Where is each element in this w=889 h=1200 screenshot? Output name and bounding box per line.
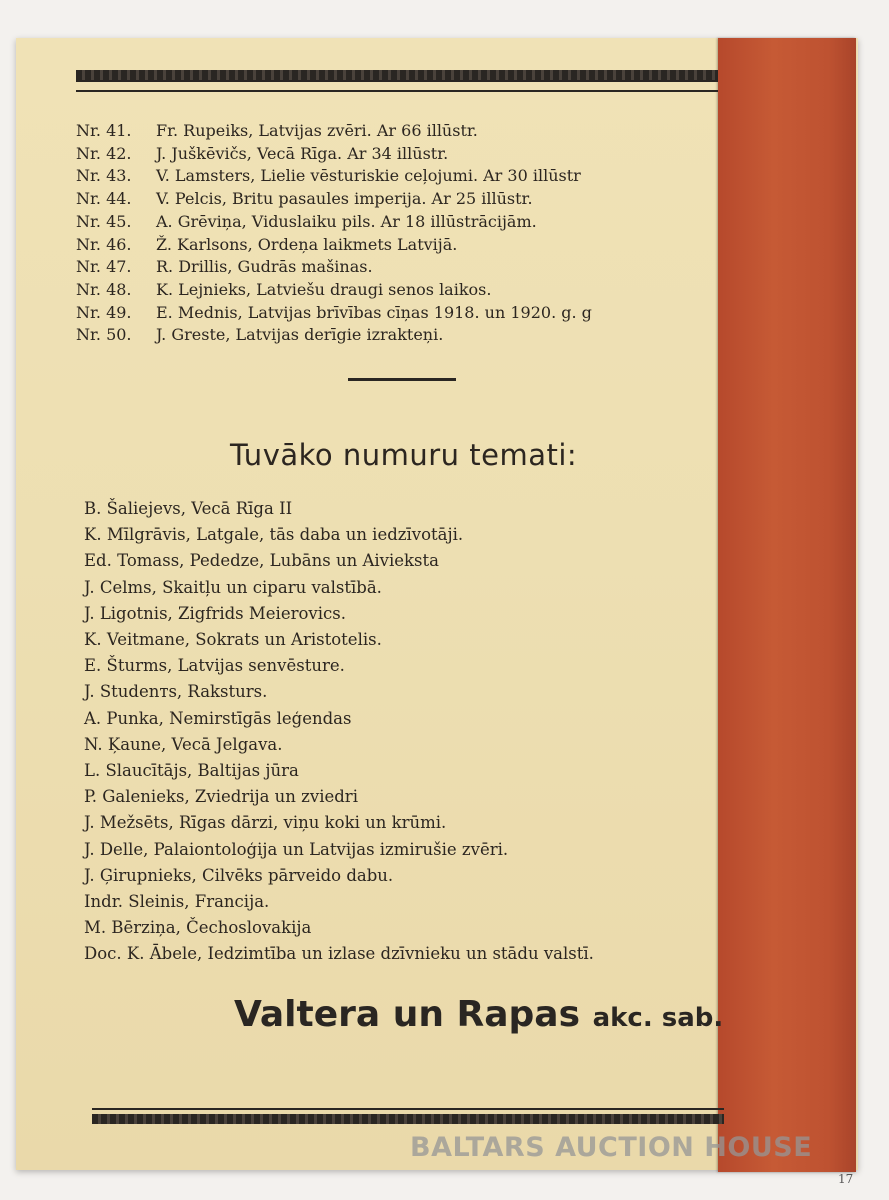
series-item: Nr. 45. A. Grēviņa, Viduslaiku pils. Ar 18 illūstrācijām. <box>76 211 537 231</box>
upcoming-item: J. Delle, Palaiontoloģija un Latvijas izmirušie zvēri. <box>84 839 509 859</box>
upcoming-item: P. Galenieks, Zviedrija un zviedri <box>84 787 358 807</box>
series-item: Nr. 47. R. Drillis, Gudrās mašinas. <box>76 257 373 277</box>
series-list <box>76 120 736 347</box>
series-item: Nr. 42. J. Juškēvičs, Vecā Rīga. Ar 34 illūstr. <box>76 143 449 163</box>
upcoming-item: E. Šturms, Latvijas senvēsture. <box>84 656 345 676</box>
ornamental-rule-top <box>76 70 718 82</box>
spine-mark: 17 <box>838 1172 854 1186</box>
upcoming-item: K. Mīlgrāvis, Latgale, tās daba un iedzīvotāji. <box>84 525 464 545</box>
series-item: Nr. 48. K. Lejnieks, Latviešu draugi senos laikos. <box>76 279 492 299</box>
series-item: Nr. 46. Ž. Karlsons, Ordeņa laikmets Latvijā. <box>76 234 458 254</box>
upcoming-item: A. Punka, Nemirstīgās leģendas <box>84 708 352 728</box>
section-divider <box>348 378 456 381</box>
upcoming-item: L. Slaucītājs, Baltijas jūra <box>84 761 299 781</box>
book-spine <box>718 38 856 1172</box>
upcoming-item: K. Veitmane, Sokrats un Aristotelis. <box>84 630 382 650</box>
upcoming-item: N. Ķaune, Vecā Jelgava. <box>84 734 283 754</box>
series-item: Nr. 41. Fr. Rupeiks, Latvijas zvēri. Ar 66 illūstr. <box>76 121 478 140</box>
rule-top-thin <box>76 90 718 92</box>
ornamental-rule-bottom <box>92 1114 724 1124</box>
upcoming-heading: Tuvāko numuru temati: <box>230 438 578 472</box>
publisher-suffix: akc. sab. <box>592 1003 724 1033</box>
upcoming-item: M. Bērziņa, Čechoslovakija <box>84 918 312 938</box>
upcoming-item: J. Ligotnis, Zigfrids Meierovics. <box>84 603 346 623</box>
publisher-name: Valtera un Rapas <box>234 994 581 1035</box>
rule-bottom-thin <box>92 1108 724 1110</box>
upcoming-item: Indr. Sleinis, Francija. <box>84 892 270 912</box>
upcoming-item: Ed. Tomass, Pededze, Lubāns un Aiviekstа <box>84 551 439 571</box>
series-item: Nr. 43. V. Lamsters, Lielie vēsturiskie ceļojumi. Ar 30 illūstr <box>76 166 581 186</box>
upcoming-item: J. Studenтs, Raksturs. <box>84 682 268 702</box>
upcoming-item: J. Ģirupnieks, Cilvēks pārveido dabu. <box>84 865 394 885</box>
upcoming-item: B. Šaliejevs, Vecā Rīga II <box>84 499 293 518</box>
upcoming-item: J. Mežsēts, Rīgas dārzi, viņu koki un krūmi. <box>84 813 447 833</box>
series-item: Nr. 49. E. Mednis, Latvijas brīvības cīņas 1918. un 1920. g. g <box>76 302 592 322</box>
series-item: Nr. 50. J. Greste, Latvijas derīgie izrakteņi. <box>76 325 444 345</box>
upcoming-item: Doc. K. Ābele, Iedzimtība un izlase dzīvnieku un stādu valstī. <box>84 944 594 964</box>
upcoming-item: J. Celms, Skaitļu un ciparu valstībā. <box>84 577 382 597</box>
auction-watermark: BALTARS AUCTION HOUSE <box>410 1132 813 1163</box>
publisher-imprint <box>234 994 723 1035</box>
upcoming-list <box>84 496 734 968</box>
series-item: Nr. 44. V. Pelcis, Britu pasaules imperija. Ar 25 illūstr. <box>76 189 533 209</box>
